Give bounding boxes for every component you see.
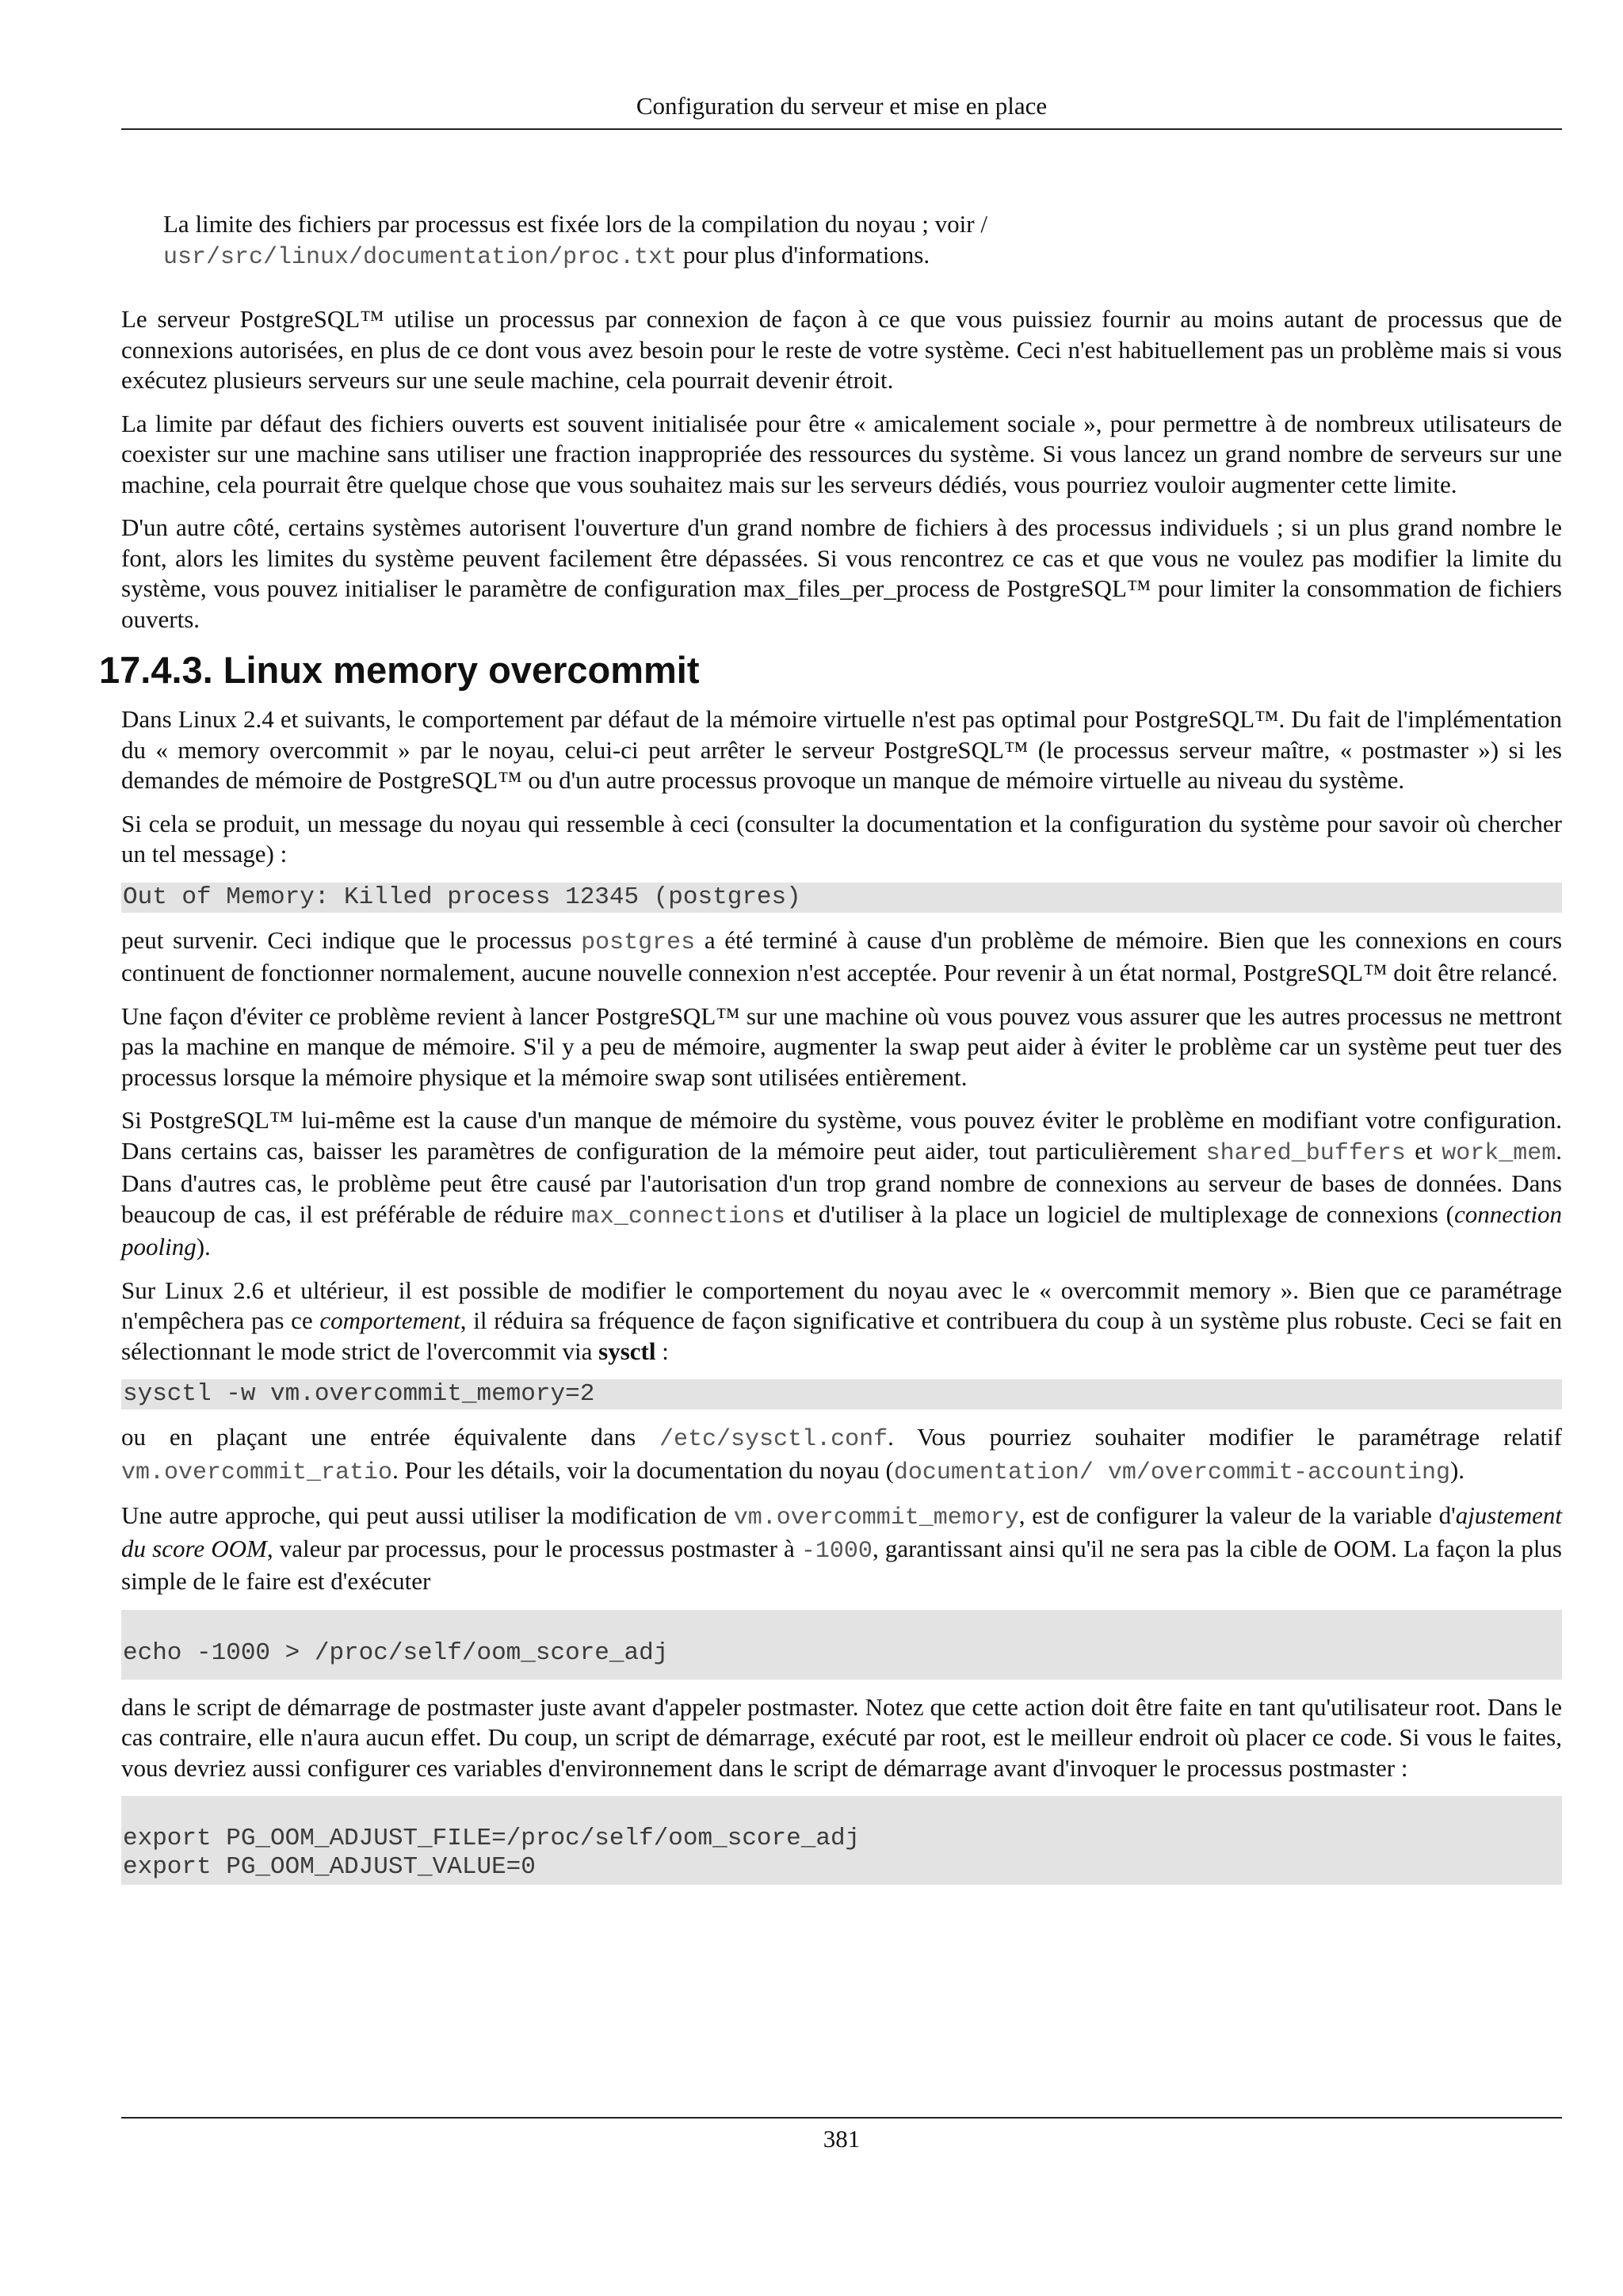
text: et d'utiliser à la place un logiciel de multiplexage de connexions ( [785,1199,1454,1228]
text: . Pour les détails, voir la documentation du noyau ( [392,1455,894,1484]
text: ). [196,1233,211,1261]
text: et [1405,1136,1442,1165]
inline-code: work_mem [1442,1139,1556,1167]
code-oom-message: Out of Memory: Killed process 12345 (postgres) [121,883,1562,913]
header-rule [121,128,1562,130]
text: , garantissant ainsi qu'il ne sera pas la cible de OOM. La façon la plus simple de le faire est d'exécuter [121,1534,1562,1595]
inline-code: -1000 [800,1537,873,1565]
section-heading: 17.4.3. Linux memory overcommit [99,649,700,691]
paragraph-script: dans le script de démarrage de postmaster juste avant d'appeler postmaster. Notez que cette action doit être faite en tant qu'utilisateur root. Dans le cas contraire, elle n'aura aucun effet. Du coup, un script de démarrage, exécuté par root, est le meilleur endroit où placer ce code. Si vous le faites, vous devriez aussi configurer ces variables d'environnement dans le script de démarrage avant d'invoquer le processus postmaster : [121,1692,1562,1782]
note-text-end: pour plus d'informations. [677,240,930,269]
note-text: La limite des fichiers par processus est fixée lors de la compilation du noyau ; voir / [163,210,987,238]
proc-path-code: usr/src/linux/documentation/proc.txt [163,243,678,271]
emphasis: connection pooling [121,1199,1562,1261]
paragraph-oom-score [121,1501,1562,1597]
inline-code: vm.overcommit_memory [733,1505,1019,1531]
paragraph-peut [121,925,1562,989]
page-number: 381 [823,2125,861,2153]
paragraph-autre: D'un autre côté, certains systèmes autorisent l'ouverture d'un grand nombre de fichiers à des processus individuels ; si un plus grand nombre le font, alors les limites du système peuvent facilement être dépassées. Si vous rencontrez ce cas et que vous ne voulez pas modifier la limite du système, vous pouvez initialiser le paramètre de configuration max_files_per_process de PostgreSQL™ pour limiter la consommation de fichiers ouverts. [121,513,1562,633]
emphasis: comportement [319,1306,460,1334]
text: . Vous pourriez souhaiter modifier le paramétrage relatif [888,1423,1563,1451]
text: peut survenir. Ceci indique que le processus [121,925,582,954]
text: , est de configurer la valeur de la variable d' [1018,1501,1456,1529]
text: ). [1449,1455,1465,1484]
text: Si PostgreSQL™ lui-même est la cause d'un manque de mémoire du système, vous pouvez éviter le problème en modifiant votre configuration. Dans certains cas, baisser les paramètres de configuration de la mémoire peut aider, tout particulièrement [121,1106,1562,1165]
text: , il réduira sa fréquence de façon significative et contribuera du coup à un système plus robuste. Ceci se fait en sélectionnant le mode strict de l'overcommit via [121,1306,1562,1365]
inline-code: shared_buffers [1205,1139,1406,1167]
command-name: sysctl [598,1337,656,1365]
page-body [99,209,1563,1897]
text: , valeur par processus, pour le processus postmaster à [266,1534,801,1562]
paragraph-facon: Une façon d'éviter ce problème revient à lancer PostgreSQL™ sur une machine où vous pouvez vous assurer que les autres processus ne mettront pas la machine en manque de mémoire. S'il y a peu de mémoire, augmenter la swap peut aider à éviter le problème car un système peut tuer des processus lorsque la mémoire physique et la mémoire swap sont utilisées entièrement. [121,1001,1562,1091]
inline-code: vm.overcommit_ratio [121,1459,393,1486]
paragraph-dans: Dans Linux 2.4 et suivants, le comportement par défaut de la mémoire virtuelle n'est pas optimal pour PostgreSQL™. Du fait de l'implémentation du « memory overcommit » par le noyau, celui-ci peut arrêter le serveur PostgreSQL™ (le processus serveur maître, « postmaster ») si les demandes de mémoire de PostgreSQL™ ou d'un autre processus provoque un manque de mémoire virtuelle au niveau du système. [121,705,1562,794]
paragraph-postgresql-cause [121,1105,1562,1263]
text: a été terminé à cause d'un problème de mémoire. Bien que les connexions en cours continuent de fonctionner normalement, aucune nouvelle connexion n'est acceptée. Pour revenir à un état normal, PostgreSQL™ doit être relancé. [121,925,1563,986]
inline-code: max_connections [571,1203,785,1230]
emphasis: ajustement du score OOM [121,1501,1562,1562]
inline-code: /etc/sysctl.conf [659,1426,888,1453]
inline-code: documentation/ vm/overcommit-accounting [893,1459,1450,1486]
running-header: Configuration du serveur et mise en place [636,92,1048,120]
note-paragraph [163,209,1217,273]
paragraph-connexions: Le serveur PostgreSQL™ utilise un processus par connexion de façon à ce que vous puissiez fournir au moins autant de processus que de connexions autorisées, en plus de ce dont vous avez besoin pour le reste de votre système. Ceci n'est habituellement pas un problème mais si vous exécutez plusieurs serveurs sur une seule machine, cela pourrait devenir étroit. [121,305,1562,394]
paragraph-si: Si cela se produit, un message du noyau qui ressemble à ceci (consulter la documentation et la configuration du système pour savoir où chercher un tel message) : [121,809,1562,868]
paragraph-sysctl-conf [121,1422,1562,1488]
paragraph-linux-26 [121,1276,1562,1367]
text: ou en plaçant une entrée équivalente dans [121,1423,660,1451]
paragraph-defaut: La limite par défaut des fichiers ouverts est souvent initialisée pour être « amicalement sociale », pour permettre à de nombreux utilisateurs de coexister sur une machine sans utiliser une fraction inappropriée des ressources du système. Si vous lancez un grand nombre de serveurs sur une machine, cela pourrait être quelque chose que vous souhaitez mais sur les serveurs dédiés, vous pourriez vouloir augmenter cette limite. [121,409,1562,498]
code-export-env: export PG_OOM_ADJUST_FILE=/proc/self/oom_score_adj export PG_OOM_ADJUST_VALUE=0 [121,1796,1562,1885]
text: Une autre approche, qui peut aussi utiliser la modification de [121,1501,734,1529]
inline-code: postgres [581,929,696,956]
code-sysctl: sysctl -w vm.overcommit_memory=2 [121,1379,1562,1409]
footer-rule [121,2117,1562,2119]
text: Sur Linux 2.6 et ultérieur, il est possible de modifier le comportement du noyau avec le « overcommit memory ». Bien que ce paramétrage n'empêchera pas ce [121,1276,1562,1334]
code-echo-oom: echo -1000 > /proc/self/oom_score_adj [121,1610,1562,1680]
text: : [655,1337,669,1365]
text: . Dans d'autres cas, le problème peut être causé par l'autorisation d'un trop grand nombre de connexions au serveur de bases de données. Dans beaucoup de cas, il est préférable de réduire [121,1136,1563,1228]
